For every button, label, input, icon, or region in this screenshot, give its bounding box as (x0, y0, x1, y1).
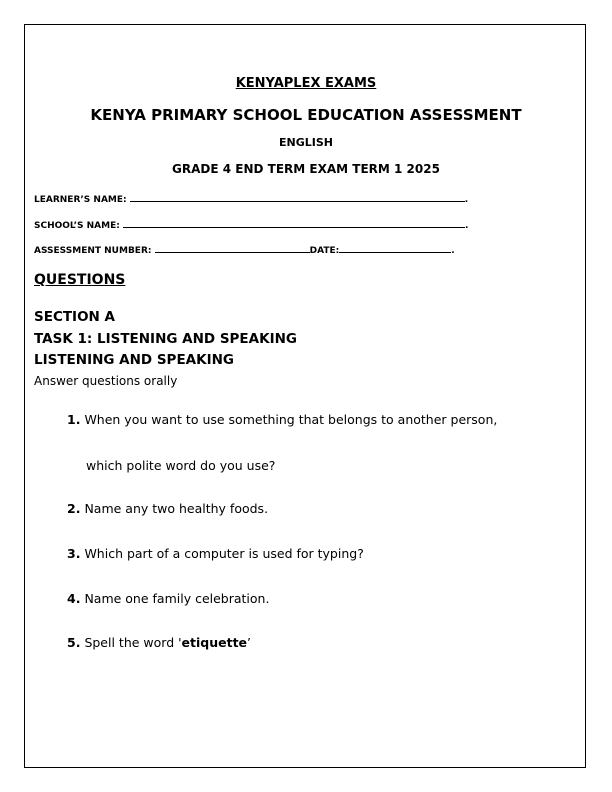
question-number: 2. (67, 501, 81, 516)
question-text: Name one family celebration. (84, 591, 270, 606)
question-number: 4. (67, 591, 81, 606)
learner-name-field (34, 192, 468, 205)
brand-title: KENYAPLEX EXAMS (235, 76, 377, 91)
emphasized-word: etiquette (181, 635, 248, 650)
quote-open: ' (178, 635, 182, 650)
end-mark: . (451, 246, 455, 256)
assessment-number-blank[interactable] (155, 243, 310, 253)
questions-heading: QUESTIONS (34, 272, 126, 288)
question-text: Name any two healthy foods. (84, 501, 269, 516)
question-text: Spell the word (84, 635, 179, 650)
question-number: 3. (67, 546, 81, 561)
section-subtitle: LISTENING AND SPEAKING (34, 352, 234, 368)
assessment-number-field (34, 243, 455, 256)
assessment-number-label: ASSESSMENT NUMBER: (34, 246, 152, 256)
end-mark: . (464, 221, 469, 231)
school-name-blank[interactable] (123, 218, 465, 228)
quote-close: ’ (247, 635, 252, 650)
end-mark: . (464, 195, 469, 205)
learner-name-blank[interactable] (130, 192, 465, 202)
date-label: DATE: (309, 246, 340, 256)
question-1-continuation: which polite word do you use? (86, 458, 276, 473)
question-number: 5. (67, 635, 81, 650)
task-title: TASK 1: LISTENING AND SPEAKING (34, 331, 297, 347)
assessment-title: KENYA PRIMARY SCHOOL EDUCATION ASSESSMENT (90, 106, 522, 124)
question-number: 1. (67, 412, 81, 427)
school-name-label: SCHOOL’S NAME: (34, 221, 120, 231)
date-blank[interactable] (339, 243, 451, 253)
school-name-field (34, 218, 468, 231)
question-5 (67, 635, 251, 650)
question-text: Which part of a computer is used for typing? (84, 546, 364, 561)
question-text: When you want to use something that belongs to another person, (84, 412, 498, 427)
question-3 (67, 546, 364, 561)
instruction: Answer questions orally (34, 374, 178, 388)
subject-title: ENGLISH (279, 136, 333, 149)
question-2 (67, 501, 268, 516)
section-title: SECTION A (34, 309, 116, 325)
learner-name-label: LEARNER’S NAME: (34, 195, 127, 205)
question-4 (67, 591, 269, 606)
question-1 (67, 412, 497, 427)
grade-title: GRADE 4 END TERM EXAM TERM 1 2025 (172, 162, 440, 176)
